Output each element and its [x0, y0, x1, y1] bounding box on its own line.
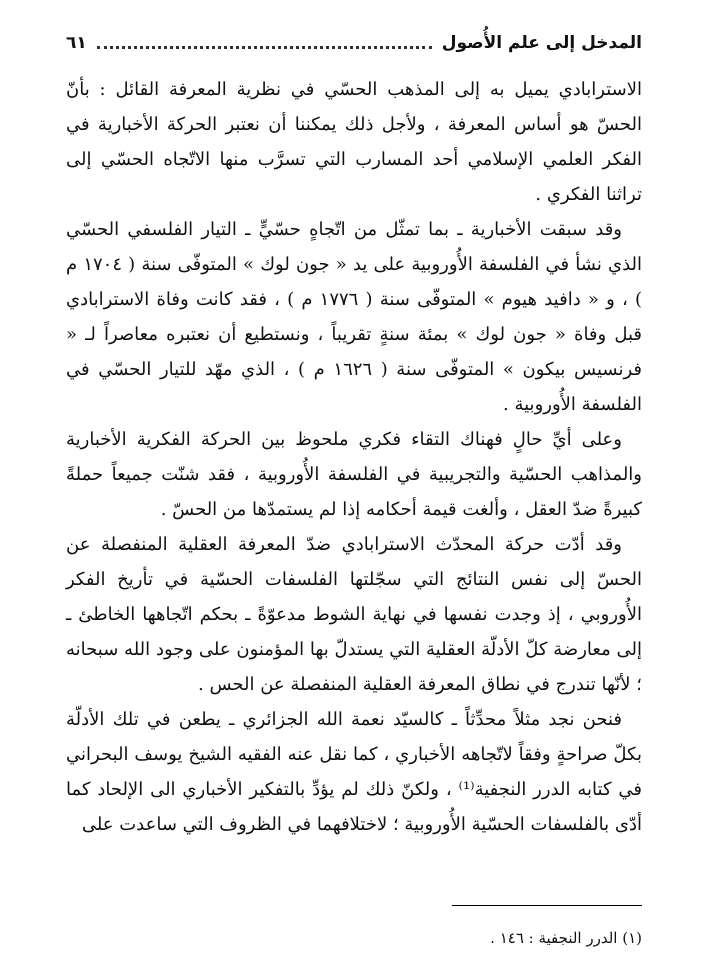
- paragraph: وقد سبقت الأخبارية ـ بما تمثّل من اتّجاهٍ حسّيٍّ ـ التيار الفلسفي الحسّي الذي نشأ في الفلسفة الأُوروبية على يد « جون لوك » المتوفّى سنة ( ١٧٠٤ م ) ، و « دافيد هيوم » المتوفّى سنة ( ١٧٧٦ م ) ، فقد كانت وفاة الاسترابادي قبل وفاة « جون لوك » بمئة سنةٍ تقريباً ، ونستطيع أن نعتبره معاصراً لـ « فرنسيس بيكون » المتوفّى سنة ( ١٦٢٦ م ) ، الذي مهّد للتيار الحسّي في الفلسفة الأُوروبية .: [66, 219, 643, 415]
- paragraph: الاسترابادي يميل به إلى المذهب الحسّي في نظرية المعرفة القائل : بأنّ الحسّ هو أساس المعرفة ، ولأجل ذلك يمكننا أن نعتبر الحركة الأخبارية في الفكر العلمي الإسلامي أحد المسارب التي تسرَّب منها الاتّجاه الحسّي إلى تراثنا الفكري .: [66, 79, 642, 205]
- chapter-title: المدخل إلى علم الأُصول: [441, 33, 642, 53]
- footnote: (١) الدرر النجفية : ١٤٦ .: [490, 929, 642, 947]
- page-number: ٦١: [66, 33, 87, 53]
- paragraph: وقد أدّت حركة المحدّث الاسترابادي ضدّ المعرفة العقلية المنفصلة عن الحسّ إلى نفس النتائج التي سجّلتها الفلسفات الحسّية في تأريخ الفكر الأُوروبي ، إذ وجدت نفسها في نهاية الشوط مدعوّةً ـ بحكم اتّجاهها الخاطئ ـ إلى معارضة كلّ الأدلّة العقلية التي يستدلّ بها المؤمنون على وجود الله سبحانه ؛ لأنّها تندرج في نطاق المعرفة العقلية المنفصلة عن الحس .: [66, 534, 642, 695]
- paragraph: وعلى أيِّ حالٍ فهناك التقاء فكري ملحوظ بين الحركة الفكرية الأخبارية والمذاهب الحسّية والتجريبية في الفلسفة الأُوروبية ، فقد شنّت جميعاً حملةً كبيرةً ضدّ العقل ، وألغت قيمة أحكامه إذا لم يستمدّها من الحسّ .: [66, 429, 642, 520]
- body-text: [66, 72, 642, 842]
- paragraph: فنحن نجد مثلاً محدِّثاً ـ كالسيّد نعمة الله الجزائري ـ يطعن في تلك الأدلّة بكلّ صراحةٍ وفقاً لاتّجاهه الأخباري ، كما نقل عنه الفقيه الشيخ يوسف البحراني في كتابه الدرر النجفية⁽¹⁾ ، ولكنّ ذلك لم يؤدِّ بالتفكير الأخباري الى الإلحاد كما أدّى بالفلسفات الحسّية الأُوروبية ؛ لاختلافهما في الظروف التي ساعدت على: [66, 709, 642, 835]
- running-header: [66, 28, 642, 58]
- dotted-leader: [97, 46, 432, 49]
- footnote-separator: [452, 905, 642, 906]
